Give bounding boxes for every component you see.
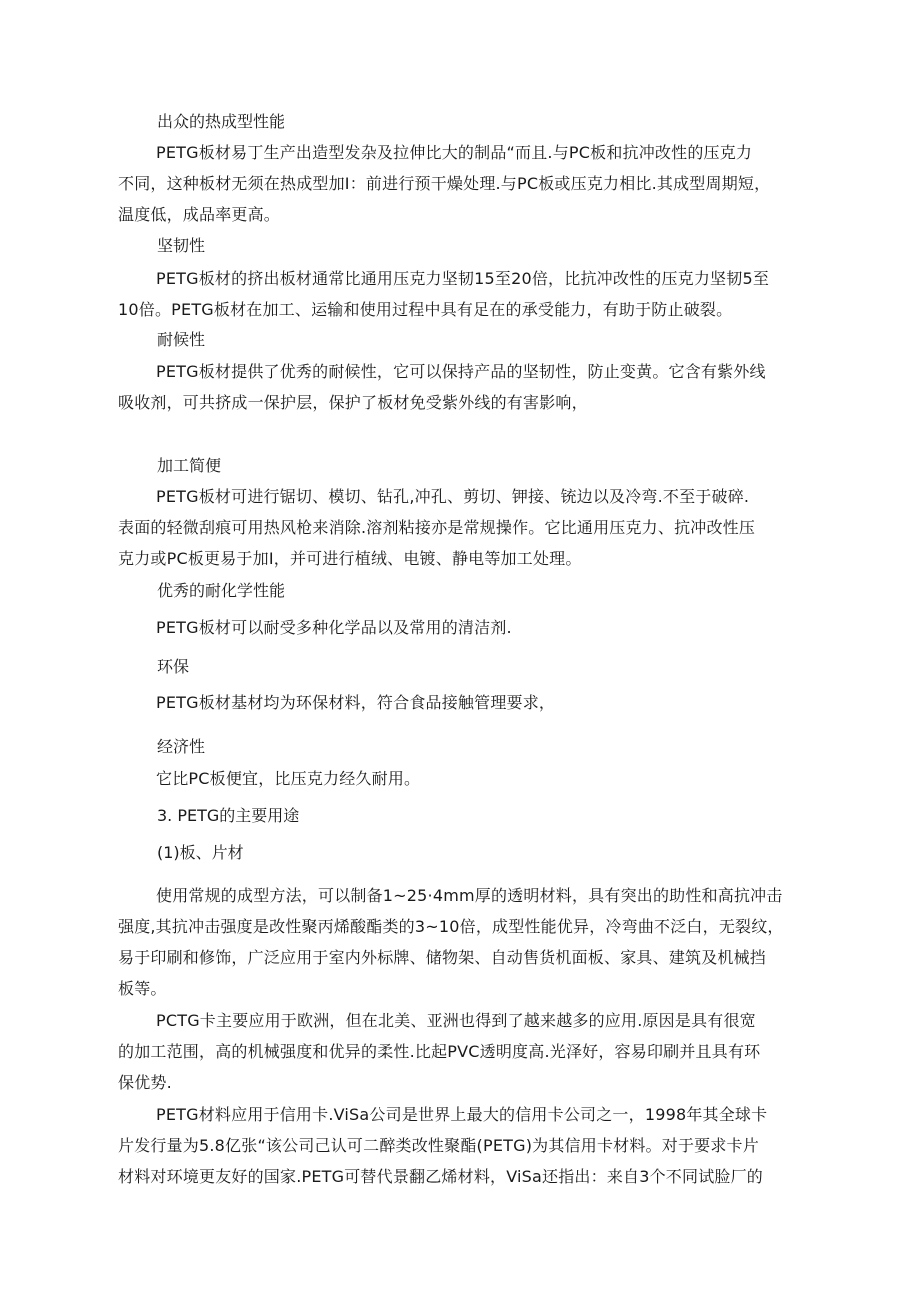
section-heading-thermoforming: 出众的热成型性能 xyxy=(157,112,286,131)
text-line: 的加工范围，高的机械强度和优异的柔性.比起PVC透明度高.光泽好，容易印刷并且具有环 xyxy=(118,1042,761,1061)
text-line: 板等。 xyxy=(118,979,167,998)
section-heading-weatherability: 耐候性 xyxy=(157,330,206,349)
paragraph-weatherability xyxy=(118,356,802,418)
paragraph-toughness xyxy=(118,263,802,325)
text-line: PCTG卡主要应用于欧洲，但在北美、亚洲也得到了越来越多的应用.原因是具有很宽 xyxy=(156,1011,756,1030)
text-line: PETG板材提供了优秀的耐候性，它可以保持产品的坚韧性，防止变黄。它含有紫外线 xyxy=(156,362,766,381)
section-heading-processing: 加工简便 xyxy=(157,456,222,475)
text-line: 材料对环境更友好的国家.PETG可替代景翻乙烯材料，ViSa还指出：来自3个不同试脸厂的 xyxy=(118,1167,763,1186)
text-line: PETG板材易丁生产出造型发杂及拉伸比大的制品“而且.与PC板和抗冲改性的压克力 xyxy=(156,143,753,162)
paragraph-thermoforming xyxy=(118,137,802,230)
text-line: PETG板材的挤出板材通常比通用压克力坚韧15至20倍，比抗冲改性的压克力坚韧5至 xyxy=(156,269,770,288)
paragraph-credit-cards xyxy=(118,1099,802,1192)
text-line: 使用常规的成型方法，可以制备1~25·4mm厚的透明材料，具有突出的助性和高抗冲击 xyxy=(156,886,783,905)
paragraph-sheets-usage xyxy=(118,880,802,1004)
text-line: 10倍。PETG板材在加工、运输和使用过程中具有足在的承受能力，有助于防止破裂。 xyxy=(118,300,733,319)
paragraph-pctg-cards xyxy=(118,1005,802,1098)
text-line: 吸收剂，可共挤成一保护层，保护了板材免受紫外线的有害影响， xyxy=(118,393,588,412)
text-line: 强度,其抗冲击强度是改性聚丙烯酸酯类的3~10倍，成型性能优异，冷弯曲不泛白，无裂纹， xyxy=(118,917,784,936)
section-heading-main-uses: 3. PETG的主要用途 xyxy=(157,806,300,825)
text-line: 克力或PC板更易于加I，并可进行植绒、电镀、静电等加工处理。 xyxy=(118,549,582,568)
paragraph-economy xyxy=(118,763,802,794)
section-heading-chemical-resistance: 优秀的耐化学性能 xyxy=(157,581,286,600)
paragraph-processing xyxy=(118,481,802,574)
text-line: 它比PC板便宜，比压克力经久耐用。 xyxy=(156,769,421,788)
subsection-heading-sheets: (1)板、片材 xyxy=(157,843,244,862)
text-line: 表面的轻微刮痕可用热风枪来消除.溶剂粘接亦是常规操作。它比通用压克力、抗冲改性压 xyxy=(118,518,756,537)
section-heading-toughness: 坚韧性 xyxy=(157,236,206,255)
text-line: PETG材料应用于信用卡.ViSa公司是世界上最大的信用卡公司之一，1998年其全球卡 xyxy=(156,1105,768,1124)
text-line: 片发行量为5.8亿张“该公司己认可二醉类改性聚酯(PETG)为其信用卡材料。对于要求卡片 xyxy=(118,1136,759,1155)
text-line: 温度低，成品率更高。 xyxy=(118,205,281,224)
text-line: PETG板材可以耐受多种化学品以及常用的清洁剂. xyxy=(156,618,512,637)
text-line: PETG板材基材均为环保材料，符合食品接触管理要求， xyxy=(156,693,556,712)
text-line: 不同，这种板材无须在热成型加I：前进行预干燥处理.与PC板或压克力相比.其成型周期短， xyxy=(118,174,771,193)
section-heading-environmental: 环保 xyxy=(157,657,190,676)
text-line: PETG板材可进行锯切、模切、钻孔,冲孔、剪切、钾接、铳边以及冷弯.不至于破碎. xyxy=(156,487,750,506)
paragraph-environmental xyxy=(118,687,802,718)
paragraph-chemical-resistance xyxy=(118,612,802,643)
section-heading-economy: 经济性 xyxy=(157,737,206,756)
text-line: 保优势. xyxy=(118,1073,172,1092)
text-line: 易于印刷和修饰，广泛应用于室内外标牌、储物架、自动售货机面板、家具、建筑及机械挡 xyxy=(118,948,767,967)
